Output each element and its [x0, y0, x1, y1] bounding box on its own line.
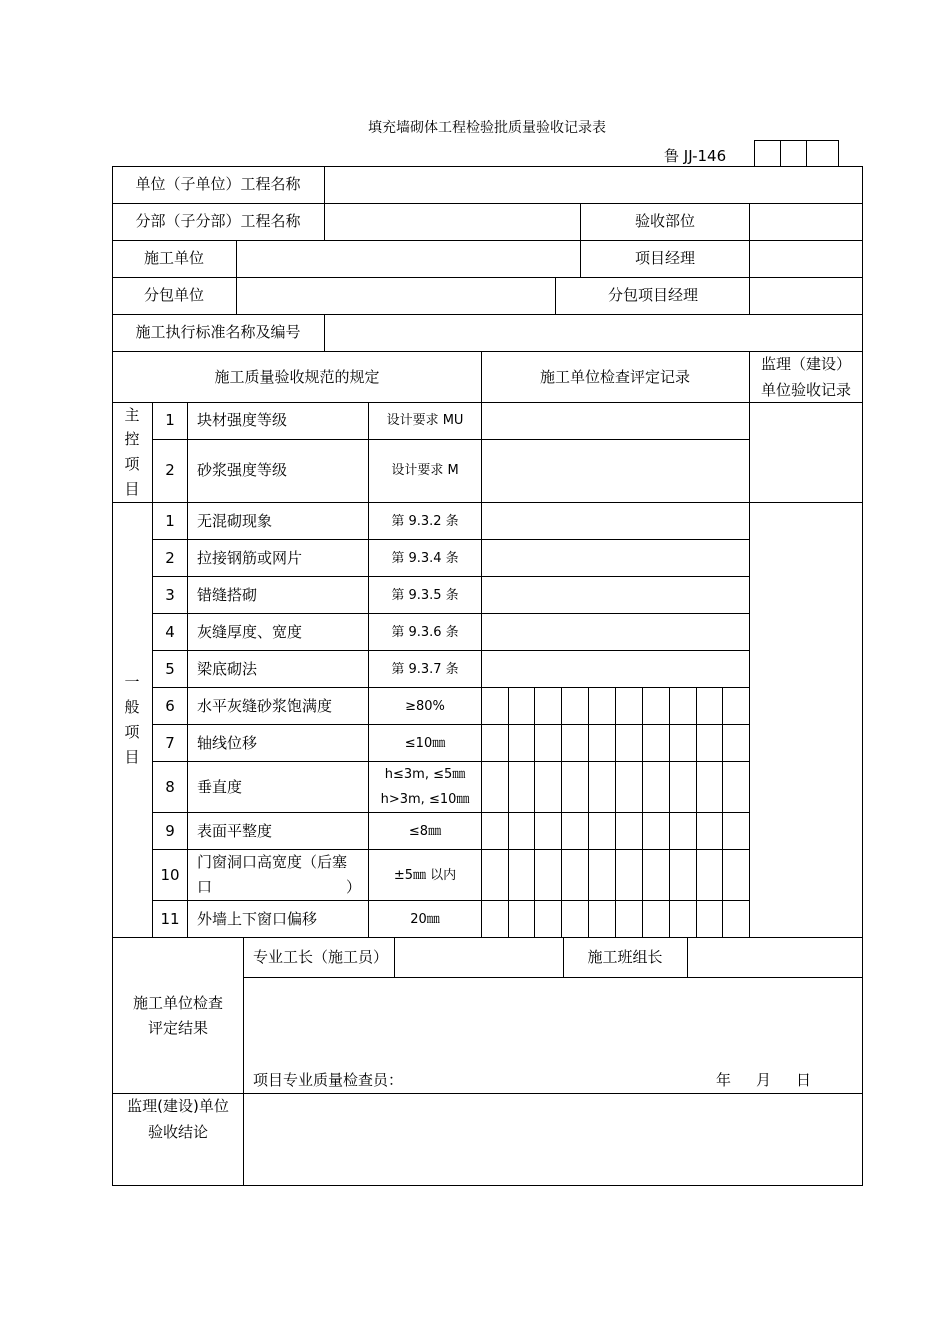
general-item-requirement: 第 9.3.2 条: [391, 514, 459, 529]
supervision-column-header-line1: 监理（建设）: [760, 355, 852, 373]
main-item-no: 2: [165, 461, 175, 479]
main-item-requirement: 设计要求 MU: [386, 413, 464, 428]
general-item-requirement: ≤10㎜: [404, 736, 446, 751]
general-item-requirement-line2: h>3m, ≤10㎜: [380, 792, 470, 807]
general-item-no: 11: [160, 910, 180, 928]
general-item-requirement: ±5㎜ 以内: [393, 868, 457, 883]
subcontract-unit-label: 分包单位: [143, 286, 205, 304]
supervision-column-header-line2: 单位验收记录: [760, 381, 852, 399]
foreman-label: 专业工长（施工员）: [253, 948, 389, 966]
general-item-name: 梁底砌法: [197, 660, 258, 678]
general-group-char1: 一: [124, 673, 140, 691]
main-group-char4: 目: [124, 480, 140, 498]
subcontract-manager-label: 分包项目经理: [607, 286, 699, 304]
general-item-name: 轴线位移: [197, 734, 258, 752]
check-record-column-header: 施工单位检查评定记录: [539, 368, 691, 386]
page-title: 填充墙砌体工程检验批质量验收记录表: [368, 120, 606, 136]
general-item-name-line2: 口: [197, 878, 213, 896]
general-item-no: 7: [165, 734, 175, 752]
main-group-char2: 控: [124, 430, 140, 448]
general-item-requirement: 第 9.3.4 条: [391, 551, 459, 566]
general-item-no: 1: [165, 512, 175, 530]
general-item-no: 5: [165, 660, 175, 678]
check-result-label-line1: 施工单位检查: [132, 994, 224, 1012]
general-item-name-line2-end: ）: [346, 878, 362, 896]
general-item-requirement: 20㎜: [410, 912, 440, 927]
division-project-label: 分部（子分部）工程名称: [135, 212, 301, 230]
general-item-requirement: ≥80%: [405, 699, 445, 714]
general-group-char3: 项: [124, 723, 140, 741]
general-item-no: 9: [165, 822, 175, 840]
general-item-no: 6: [165, 697, 175, 715]
general-item-requirement-line1: h≤3m, ≤5㎜: [384, 767, 466, 782]
general-item-requirement: ≤8㎜: [408, 824, 442, 839]
general-group-char2: 般: [124, 698, 140, 716]
main-item-requirement: 设计要求 M: [391, 463, 459, 478]
main-group-char1: 主: [124, 406, 140, 424]
general-group-char4: 目: [124, 748, 140, 766]
general-item-no: 10: [160, 866, 180, 884]
general-item-name: 垂直度: [197, 778, 243, 796]
team-leader-label: 施工班组长: [587, 948, 663, 966]
general-item-name: 外墙上下窗口偏移: [197, 910, 318, 928]
supervision-conclusion-line1: 监理(建设)单位: [127, 1097, 229, 1115]
form-code: 鲁 JJ-146: [664, 147, 727, 165]
general-item-requirement: 第 9.3.5 条: [391, 588, 459, 603]
spec-column-header: 施工质量验收规范的规定: [214, 368, 380, 386]
general-item-requirement: 第 9.3.7 条: [391, 662, 459, 677]
general-item-name: 灰缝厚度、宽度: [197, 623, 303, 641]
general-item-no: 3: [165, 586, 175, 604]
construction-unit-label: 施工单位: [143, 249, 205, 267]
general-item-name: 表面平整度: [197, 822, 273, 840]
check-result-label-line2: 评定结果: [147, 1019, 209, 1037]
unit-project-label: 单位（子单位）工程名称: [135, 175, 301, 193]
date-year-label: 年: [716, 1071, 732, 1089]
general-item-name: 错缝搭砌: [197, 586, 258, 604]
general-item-requirement: 第 9.3.6 条: [391, 625, 459, 640]
main-group-char3: 项: [124, 455, 140, 473]
inspector-label: 项目专业质量检查员：: [253, 1071, 404, 1089]
acceptance-part-label: 验收部位: [634, 212, 696, 230]
general-item-name: 拉接钢筋或网片: [197, 549, 303, 567]
standard-label: 施工执行标准名称及编号: [135, 323, 301, 341]
date-month-label: 月: [756, 1071, 772, 1089]
supervision-conclusion-line2: 验收结论: [147, 1123, 209, 1141]
general-item-name: 水平灰缝砂浆饱满度: [197, 697, 333, 715]
main-item-name: 砂浆强度等级: [197, 461, 288, 479]
general-item-no: 4: [165, 623, 175, 641]
project-manager-label: 项目经理: [634, 249, 696, 267]
main-item-no: 1: [165, 411, 175, 429]
date-day-label: 日: [796, 1071, 812, 1089]
general-item-no: 8: [165, 778, 175, 796]
main-item-name: 块材强度等级: [197, 411, 288, 429]
general-item-no: 2: [165, 549, 175, 567]
general-item-name: 无混砌现象: [197, 512, 273, 530]
general-item-name-line1: 门窗洞口高宽度（后塞: [197, 853, 348, 871]
